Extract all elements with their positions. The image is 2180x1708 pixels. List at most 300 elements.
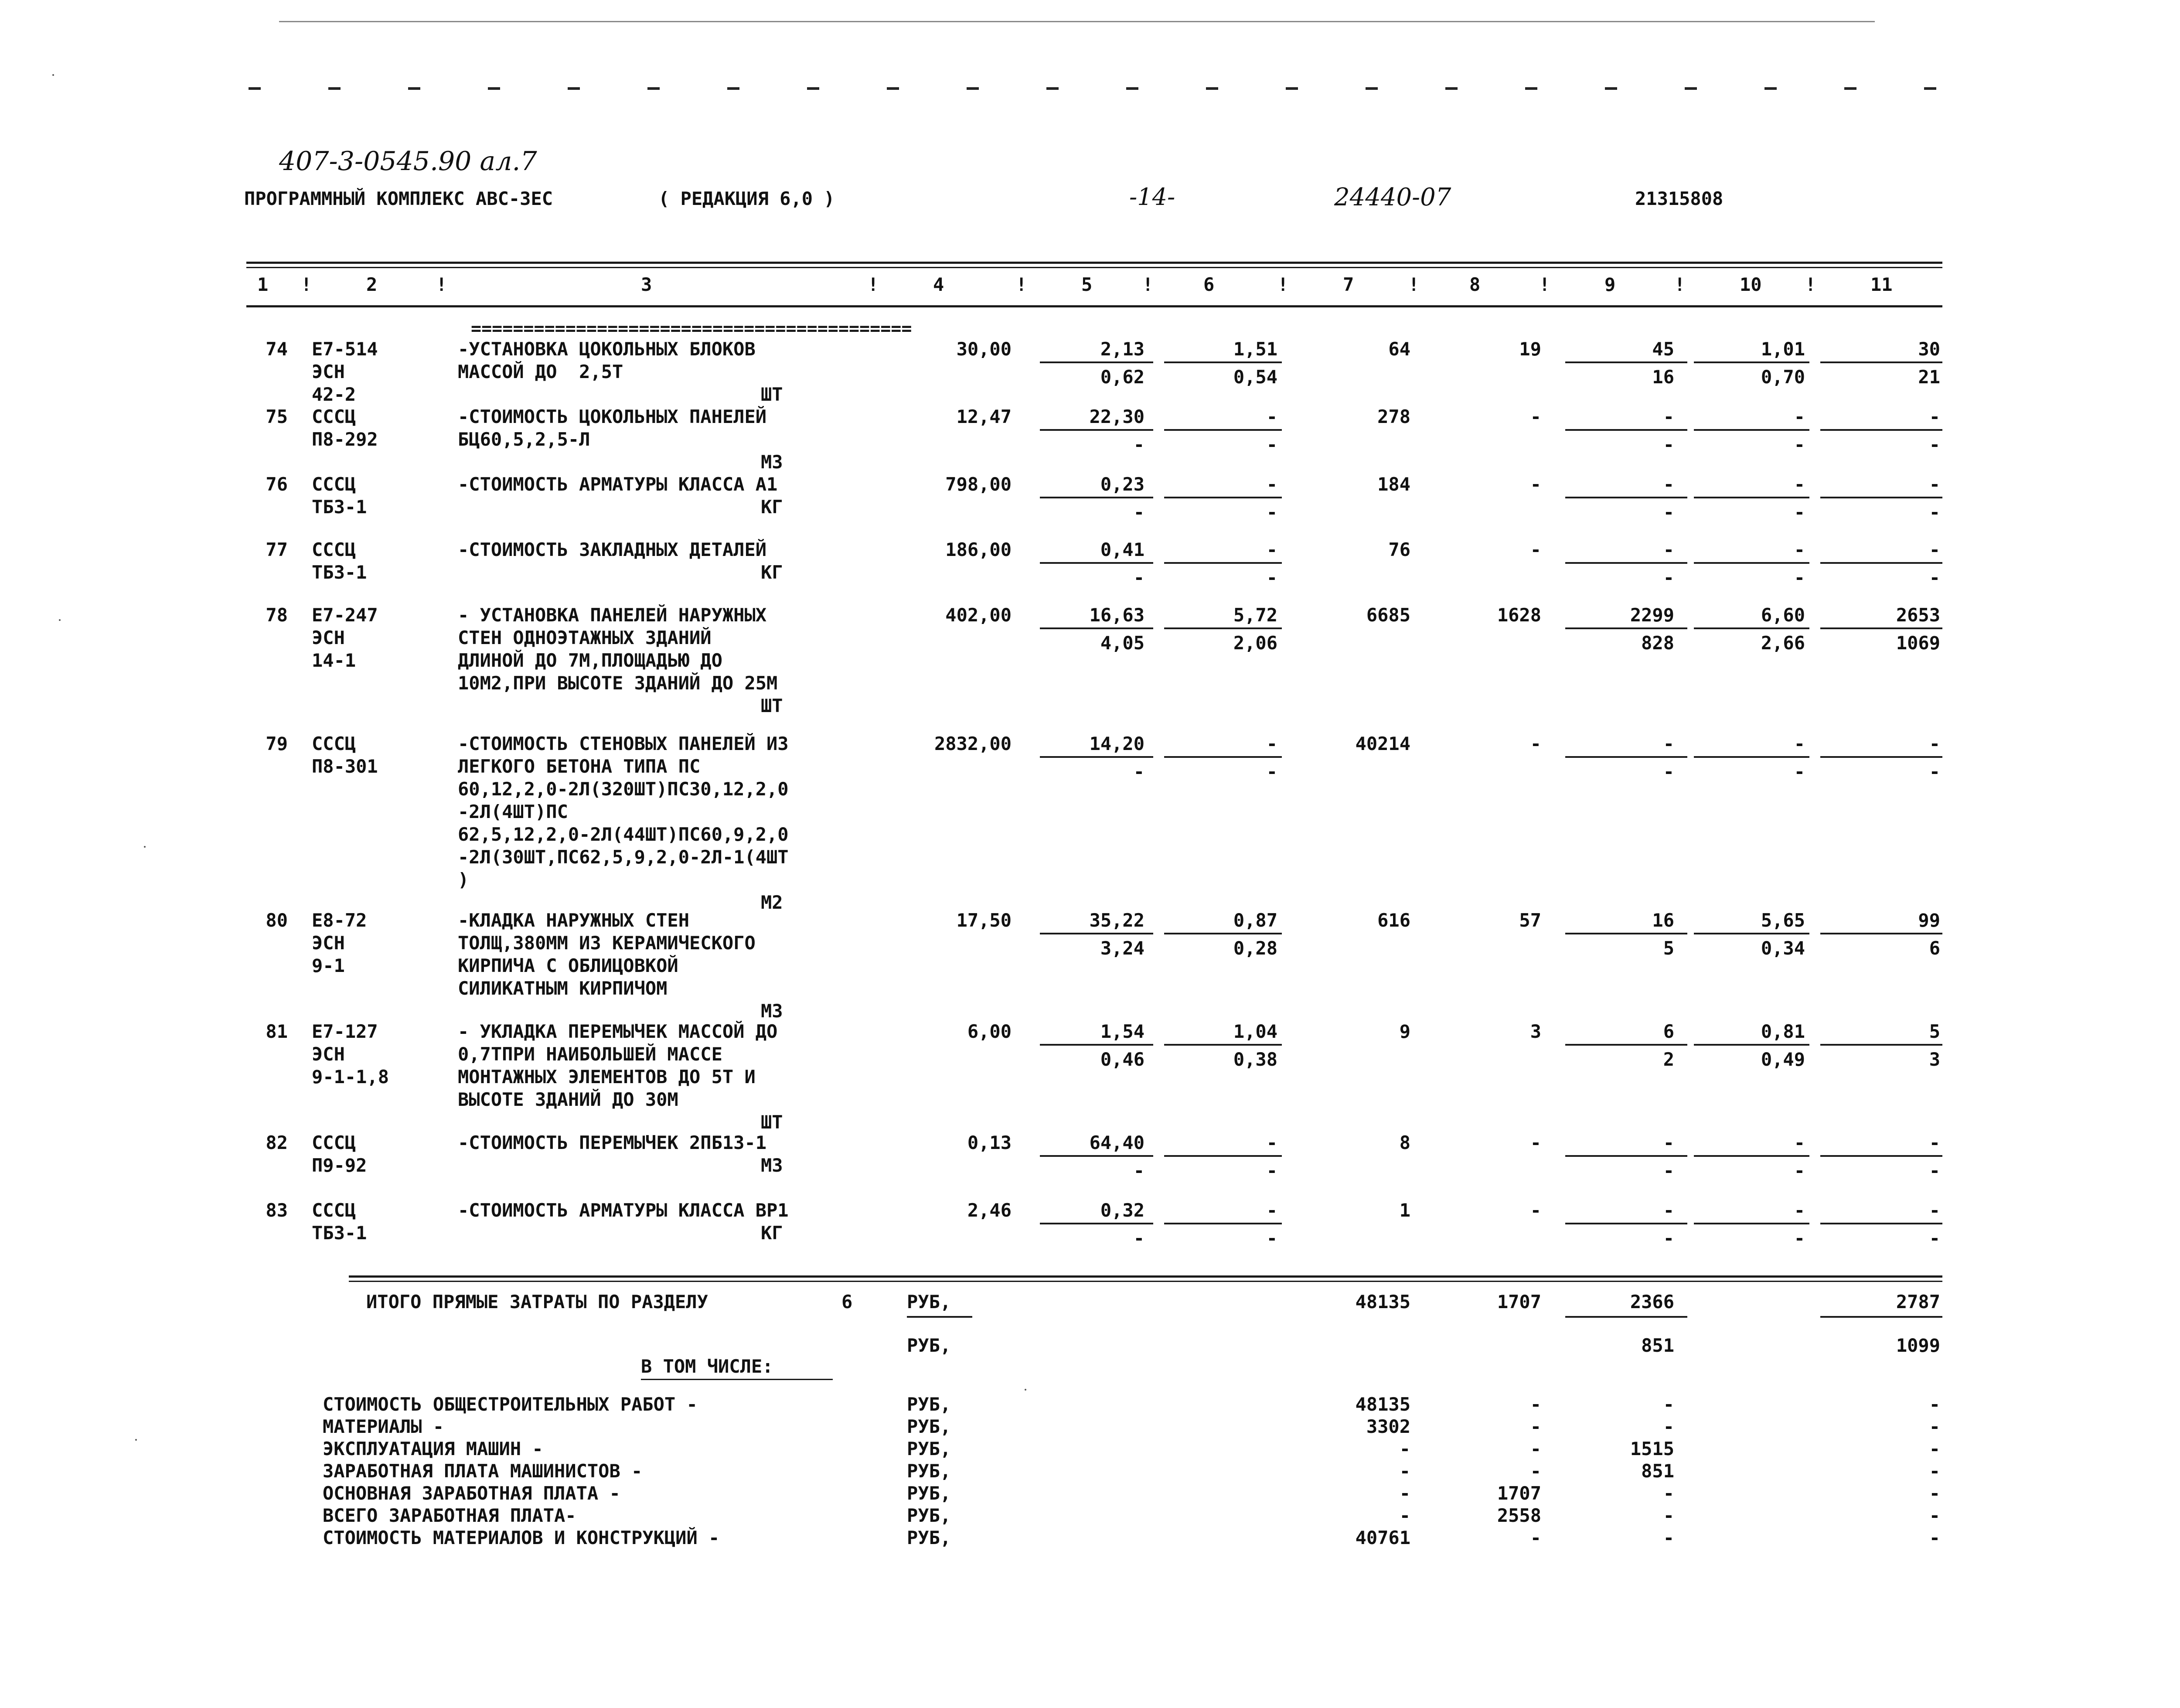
row-code: ЭСН bbox=[312, 932, 345, 954]
col6-value: 1,51 bbox=[1233, 338, 1277, 360]
col5-secondary: 0,46 bbox=[1100, 1049, 1144, 1070]
col11-value: - bbox=[1929, 406, 1940, 427]
col8-value: - bbox=[1530, 539, 1541, 560]
col9-secondary: - bbox=[1663, 761, 1674, 782]
summary-unit: РУБ, bbox=[907, 1483, 951, 1504]
col10-value: - bbox=[1794, 539, 1805, 560]
col5-value: 0,32 bbox=[1100, 1200, 1144, 1221]
row-description: -СТОИМОСТЬ АРМАТУРЫ КЛАССА ВР1 bbox=[458, 1200, 789, 1221]
row-code: ТБ3-1 bbox=[312, 496, 367, 518]
cell-divider-line bbox=[1565, 756, 1687, 758]
row-description: ) bbox=[458, 869, 469, 890]
scan-speck bbox=[52, 74, 54, 76]
summary-col11: - bbox=[1929, 1505, 1940, 1526]
perforation-mark bbox=[967, 87, 979, 90]
col6-value: - bbox=[1266, 1200, 1277, 1221]
col10-secondary: - bbox=[1794, 761, 1805, 782]
col11-value: 5 bbox=[1929, 1021, 1940, 1042]
including-label: В ТОМ ЧИСЛЕ: bbox=[641, 1356, 773, 1377]
col11-value: - bbox=[1929, 1132, 1940, 1153]
summary-label: ВСЕГО ЗАРАБОТНАЯ ПЛАТА- bbox=[323, 1505, 576, 1526]
cell-divider-line bbox=[1565, 497, 1687, 498]
col9-secondary: 16 bbox=[1652, 366, 1674, 388]
cell-divider-line bbox=[1820, 1044, 1942, 1046]
summary-unit: РУБ, bbox=[907, 1438, 951, 1459]
edition-label: ( РЕДАКЦИЯ 6,0 ) bbox=[658, 188, 835, 209]
row-description: 62,5,12,2,0-2Л(44ШТ)ПС60,9,2,0 bbox=[458, 824, 789, 845]
column-header-cell: ! bbox=[1142, 274, 1154, 295]
row-unit: ШТ bbox=[761, 1111, 783, 1133]
row-code: СССЦ bbox=[312, 406, 356, 427]
column-header-cell: 10 bbox=[1740, 274, 1762, 295]
summary-col11: - bbox=[1929, 1460, 1940, 1482]
column-header-cell: ! bbox=[1539, 274, 1550, 295]
row-number: 79 bbox=[266, 733, 288, 754]
col5-value: 1,54 bbox=[1100, 1021, 1144, 1042]
row-code: 14-1 bbox=[312, 650, 356, 671]
row-description: -СТОИМОСТЬ ПЕРЕМЫЧЕК 2ПБ13-1 bbox=[458, 1132, 767, 1153]
handwritten-number: 24440-07 bbox=[1334, 183, 1451, 211]
column-header-cell: ! bbox=[1805, 274, 1816, 295]
col8-value: 1628 bbox=[1497, 604, 1541, 626]
summary-unit: РУБ, bbox=[907, 1527, 951, 1548]
perforation-mark bbox=[1924, 87, 1936, 90]
row-description: ВЫСОТЕ ЗДАНИЙ ДО 30М bbox=[458, 1089, 678, 1110]
row-description: МАССОЙ ДО 2,5Т bbox=[458, 361, 623, 382]
col10-secondary: 0,70 bbox=[1761, 366, 1805, 388]
col7-value: 616 bbox=[1377, 910, 1410, 931]
column-header-cell: 4 bbox=[933, 274, 944, 295]
column-header-cell: ! bbox=[436, 274, 447, 295]
cell-divider-line bbox=[1565, 1316, 1687, 1318]
col9-secondary: - bbox=[1663, 501, 1674, 523]
col4-value: 12,47 bbox=[956, 406, 1012, 427]
cell-divider-line bbox=[1565, 1044, 1687, 1046]
row-code: 42-2 bbox=[312, 384, 356, 405]
col8-value: 57 bbox=[1519, 910, 1541, 931]
col11-secondary: 1069 bbox=[1896, 632, 1940, 654]
col11-secondary: - bbox=[1929, 761, 1940, 782]
cell-divider-line bbox=[1820, 429, 1942, 431]
perforation-mark bbox=[1844, 87, 1856, 90]
separator-line: ========================================== bbox=[471, 319, 912, 339]
perforation-mark bbox=[328, 87, 341, 90]
summary-label: ОСНОВНАЯ ЗАРАБОТНАЯ ПЛАТА - bbox=[323, 1483, 620, 1504]
col11-secondary: - bbox=[1929, 1227, 1940, 1249]
perforation-mark bbox=[1525, 87, 1537, 90]
col9-value: 16 bbox=[1652, 910, 1674, 931]
perforation-mark bbox=[488, 87, 500, 90]
column-header-cell: 5 bbox=[1081, 274, 1093, 295]
col9-secondary: 828 bbox=[1641, 632, 1674, 654]
column-header-cell: ! bbox=[301, 274, 312, 295]
col11-value: - bbox=[1929, 474, 1940, 495]
row-code: ЭСН bbox=[312, 627, 345, 648]
header-rule-bottom bbox=[246, 305, 1942, 307]
summary-unit: РУБ, bbox=[907, 1394, 951, 1415]
col8-value: 3 bbox=[1530, 1021, 1541, 1042]
perforation-mark bbox=[1046, 87, 1059, 90]
summary-unit: РУБ, bbox=[907, 1505, 951, 1526]
col9-secondary: - bbox=[1663, 434, 1674, 455]
row-number: 74 bbox=[266, 338, 288, 360]
cell-divider-line bbox=[1694, 756, 1809, 758]
summary-label: ЭКСПЛУАТАЦИЯ МАШИН - bbox=[323, 1438, 543, 1459]
col9-value: - bbox=[1663, 1132, 1674, 1153]
summary-col11: - bbox=[1929, 1527, 1940, 1548]
summary-unit: РУБ, bbox=[907, 1460, 951, 1482]
col7-value: 184 bbox=[1377, 474, 1410, 495]
row-description: -СТОИМОСТЬ СТЕНОВЫХ ПАНЕЛЕЙ ИЗ bbox=[458, 733, 789, 754]
doc-number: 21315808 bbox=[1635, 188, 1724, 209]
row-number: 81 bbox=[266, 1021, 288, 1042]
cell-divider-line bbox=[1820, 361, 1942, 363]
perforation-mark bbox=[1366, 87, 1378, 90]
scan-speck bbox=[1025, 1389, 1026, 1391]
col9-value: 45 bbox=[1652, 338, 1674, 360]
col7-value: 40214 bbox=[1355, 733, 1410, 754]
col6-secondary: 0,54 bbox=[1233, 366, 1277, 388]
row-code: П8-292 bbox=[312, 429, 378, 450]
col5-secondary: 3,24 bbox=[1100, 938, 1144, 959]
row-description: -КЛАДКА НАРУЖНЫХ СТЕН bbox=[458, 910, 690, 931]
cell-divider-line bbox=[907, 1316, 972, 1318]
col6-secondary: - bbox=[1266, 434, 1277, 455]
cell-divider-line bbox=[1820, 933, 1942, 934]
cell-divider-line bbox=[1694, 1044, 1809, 1046]
col11-secondary: - bbox=[1929, 1160, 1940, 1181]
row-description: -СТОИМОСТЬ ЦОКОЛЬНЫХ ПАНЕЛЕЙ bbox=[458, 406, 767, 427]
row-code: СССЦ bbox=[312, 539, 356, 560]
row-unit: М3 bbox=[761, 1000, 783, 1022]
row-description: 60,12,2,0-2Л(320ШТ)ПС30,12,2,0 bbox=[458, 778, 789, 800]
totals-col8: 1707 bbox=[1497, 1291, 1541, 1313]
col6-value: 1,04 bbox=[1233, 1021, 1277, 1042]
cell-divider-line bbox=[1820, 1155, 1942, 1157]
col4-value: 2,46 bbox=[967, 1200, 1012, 1221]
col10-secondary: - bbox=[1794, 567, 1805, 588]
row-unit: КГ bbox=[761, 1222, 783, 1244]
col6-secondary: - bbox=[1266, 761, 1277, 782]
row-description: -2Л(4ШТ)ПС bbox=[458, 801, 568, 822]
col5-secondary: - bbox=[1133, 761, 1144, 782]
col5-secondary: 4,05 bbox=[1100, 632, 1144, 654]
summary-col7: - bbox=[1399, 1483, 1410, 1504]
column-header-cell: ! bbox=[868, 274, 879, 295]
col10-secondary: 0,49 bbox=[1761, 1049, 1805, 1070]
totals-rule bbox=[349, 1275, 1942, 1278]
cell-divider-line bbox=[1820, 1316, 1942, 1318]
col8-value: - bbox=[1530, 733, 1541, 754]
col7-value: 1 bbox=[1399, 1200, 1410, 1221]
row-code: Е8-72 bbox=[312, 910, 367, 931]
row-code: СССЦ bbox=[312, 1200, 356, 1221]
perforation-mark bbox=[249, 87, 261, 90]
cell-divider-line bbox=[1820, 497, 1942, 498]
col11-value: 30 bbox=[1918, 338, 1940, 360]
col6-secondary: 0,38 bbox=[1233, 1049, 1277, 1070]
totals-section: 6 bbox=[841, 1291, 853, 1313]
perforation-mark bbox=[807, 87, 819, 90]
col4-value: 17,50 bbox=[956, 910, 1012, 931]
scan-speck bbox=[144, 846, 146, 848]
col9-secondary: 2 bbox=[1663, 1049, 1674, 1070]
row-description: БЦ60,5,2,5-Л bbox=[458, 429, 590, 450]
cell-divider-line bbox=[1164, 933, 1282, 934]
cell-divider-line bbox=[1164, 361, 1282, 363]
col6-value: - bbox=[1266, 406, 1277, 427]
col5-secondary: - bbox=[1133, 434, 1144, 455]
row-unit: КГ bbox=[761, 496, 783, 518]
cell-divider-line bbox=[1565, 562, 1687, 564]
column-header-cell: 8 bbox=[1469, 274, 1481, 295]
col7-value: 6685 bbox=[1366, 604, 1410, 626]
summary-col11: - bbox=[1929, 1438, 1940, 1459]
col5-value: 16,63 bbox=[1089, 604, 1144, 626]
col4-value: 186,00 bbox=[945, 539, 1012, 560]
row-code: СССЦ bbox=[312, 733, 356, 754]
cell-divider-line bbox=[1164, 1044, 1282, 1046]
cell-divider-line bbox=[1040, 1223, 1153, 1224]
col11-secondary: - bbox=[1929, 567, 1940, 588]
perforation-mark bbox=[1126, 87, 1138, 90]
col6-secondary: 2,06 bbox=[1233, 632, 1277, 654]
col9-secondary: - bbox=[1663, 1227, 1674, 1249]
col10-secondary: - bbox=[1794, 1160, 1805, 1181]
row-description: -СТОИМОСТЬ ЗАКЛАДНЫХ ДЕТАЛЕЙ bbox=[458, 539, 767, 560]
cell-divider-line bbox=[1164, 627, 1282, 629]
column-header-cell: ! bbox=[1674, 274, 1686, 295]
column-header-cell: 1 bbox=[257, 274, 269, 295]
cell-divider-line bbox=[1820, 627, 1942, 629]
row-unit: ШТ bbox=[761, 695, 783, 716]
row-code: Е7-247 bbox=[312, 604, 378, 626]
col9-value: 6 bbox=[1663, 1021, 1674, 1042]
cell-divider-line bbox=[1565, 1223, 1687, 1224]
col4-value: 798,00 bbox=[945, 474, 1012, 495]
row-unit: М3 bbox=[761, 1155, 783, 1176]
summary-col8: - bbox=[1530, 1416, 1541, 1437]
row-code: ЭСН bbox=[312, 361, 345, 382]
column-header-cell: 2 bbox=[366, 274, 378, 295]
row-description: -СТОИМОСТЬ АРМАТУРЫ КЛАССА А1 bbox=[458, 474, 778, 495]
col4-value: 0,13 bbox=[967, 1132, 1012, 1153]
col5-value: 2,13 bbox=[1100, 338, 1144, 360]
col5-secondary: - bbox=[1133, 1160, 1144, 1181]
summary-col8: - bbox=[1530, 1460, 1541, 1482]
col6-secondary: 0,28 bbox=[1233, 938, 1277, 959]
totals-rule-2 bbox=[349, 1281, 1942, 1282]
col7-value: 76 bbox=[1388, 539, 1410, 560]
col4-value: 6,00 bbox=[967, 1021, 1012, 1042]
col11-value: - bbox=[1929, 733, 1940, 754]
cell-divider-line bbox=[1694, 497, 1809, 498]
cell-divider-line bbox=[1820, 562, 1942, 564]
row-description: МОНТАЖНЫХ ЭЛЕМЕНТОВ ДО 5Т И bbox=[458, 1066, 756, 1088]
row-description: - УКЛАДКА ПЕРЕМЫЧЕК МАССОЙ ДО bbox=[458, 1021, 778, 1042]
col7-value: 278 bbox=[1377, 406, 1410, 427]
col10-value: - bbox=[1794, 474, 1805, 495]
row-number: 78 bbox=[266, 604, 288, 626]
col9-value: - bbox=[1663, 1200, 1674, 1221]
row-number: 80 bbox=[266, 910, 288, 931]
summary-col11: - bbox=[1929, 1394, 1940, 1415]
row-unit: КГ bbox=[761, 562, 783, 583]
summary-label: ЗАРАБОТНАЯ ПЛАТА МАШИНИСТОВ - bbox=[323, 1460, 643, 1482]
col11-secondary: 21 bbox=[1918, 366, 1940, 388]
col10-secondary: - bbox=[1794, 1227, 1805, 1249]
row-unit: М2 bbox=[761, 892, 783, 913]
summary-label: МАТЕРИАЛЫ - bbox=[323, 1416, 444, 1437]
col10-value: 1,01 bbox=[1761, 338, 1805, 360]
row-code: ТБ3-1 bbox=[312, 1222, 367, 1244]
cell-divider-line bbox=[1164, 756, 1282, 758]
perforation-mark bbox=[1685, 87, 1697, 90]
row-code: П9-92 bbox=[312, 1155, 367, 1176]
column-header-cell: ! bbox=[1277, 274, 1289, 295]
row-code: СССЦ bbox=[312, 474, 356, 495]
col9-secondary: - bbox=[1663, 1160, 1674, 1181]
cell-divider-line bbox=[1694, 361, 1809, 363]
col10-value: - bbox=[1794, 1132, 1805, 1153]
perforation-mark bbox=[887, 87, 899, 90]
summary-label: СТОИМОСТЬ МАТЕРИАЛОВ И КОНСТРУКЦИЙ - bbox=[323, 1527, 720, 1548]
column-header-cell: 9 bbox=[1604, 274, 1616, 295]
perforation-mark bbox=[647, 87, 660, 90]
summary-col7: 3302 bbox=[1366, 1416, 1410, 1437]
col8-value: 19 bbox=[1519, 338, 1541, 360]
summary-col9: - bbox=[1663, 1394, 1674, 1415]
summary-col8: - bbox=[1530, 1527, 1541, 1548]
col11-value: 99 bbox=[1918, 910, 1940, 931]
row-code: ТБ3-1 bbox=[312, 562, 367, 583]
cell-divider-line bbox=[1040, 562, 1153, 564]
cell-divider-line bbox=[1164, 1155, 1282, 1157]
row-number: 77 bbox=[266, 539, 288, 560]
col6-value: 5,72 bbox=[1233, 604, 1277, 626]
row-code: 9-1 bbox=[312, 955, 345, 976]
col9-value: 2299 bbox=[1630, 604, 1674, 626]
column-header-cell: 11 bbox=[1870, 274, 1893, 295]
col10-secondary: 2,66 bbox=[1761, 632, 1805, 654]
col9-value: - bbox=[1663, 474, 1674, 495]
row-unit: М3 bbox=[761, 451, 783, 473]
totals-label: ИТОГО ПРЯМЫЕ ЗАТРАТЫ ПО РАЗДЕЛУ bbox=[366, 1291, 708, 1313]
cell-divider-line bbox=[1694, 627, 1809, 629]
col5-value: 22,30 bbox=[1089, 406, 1144, 427]
cell-divider-line bbox=[1164, 1223, 1282, 1224]
column-header-cell: ! bbox=[1016, 274, 1027, 295]
col6-secondary: - bbox=[1266, 1160, 1277, 1181]
cell-divider-line bbox=[1820, 756, 1942, 758]
column-header-cell: 3 bbox=[641, 274, 652, 295]
col6-secondary: - bbox=[1266, 501, 1277, 523]
col5-secondary: 0,62 bbox=[1100, 366, 1144, 388]
program-title: ПРОГРАММНЫЙ КОМПЛЕКС АВС-3ЕС bbox=[244, 188, 553, 209]
col5-secondary: - bbox=[1133, 501, 1144, 523]
col10-value: - bbox=[1794, 406, 1805, 427]
column-header-cell: 7 bbox=[1343, 274, 1354, 295]
col8-value: - bbox=[1530, 1200, 1541, 1221]
col10-value: - bbox=[1794, 733, 1805, 754]
page-number: -14- bbox=[1129, 183, 1175, 211]
row-description: СИЛИКАТНЫМ КИРПИЧОМ bbox=[458, 978, 668, 999]
totals-unit: РУБ, bbox=[907, 1291, 951, 1313]
col10-value: 5,65 bbox=[1761, 910, 1805, 931]
col6-value: - bbox=[1266, 1132, 1277, 1153]
cell-divider-line bbox=[1565, 361, 1687, 363]
totals-col9-secondary: 851 bbox=[1641, 1335, 1674, 1356]
cell-divider-line bbox=[1040, 1044, 1153, 1046]
col8-value: - bbox=[1530, 406, 1541, 427]
summary-col8: - bbox=[1530, 1394, 1541, 1415]
col6-secondary: - bbox=[1266, 1227, 1277, 1249]
row-code: П8-301 bbox=[312, 756, 378, 777]
scan-speck bbox=[135, 1439, 137, 1441]
summary-col7: - bbox=[1399, 1460, 1410, 1482]
col5-value: 14,20 bbox=[1089, 733, 1144, 754]
col6-value: - bbox=[1266, 474, 1277, 495]
col6-value: - bbox=[1266, 539, 1277, 560]
col11-secondary: - bbox=[1929, 501, 1940, 523]
row-code: ЭСН bbox=[312, 1043, 345, 1065]
summary-col9: 851 bbox=[1641, 1460, 1674, 1482]
row-description: 10М2,ПРИ ВЫСОТЕ ЗДАНИЙ ДО 25М bbox=[458, 672, 778, 694]
header-rule-top-2 bbox=[246, 267, 1942, 268]
col10-value: 6,60 bbox=[1761, 604, 1805, 626]
perforation-mark bbox=[1605, 87, 1617, 90]
cell-divider-line bbox=[1694, 562, 1809, 564]
col4-value: 402,00 bbox=[945, 604, 1012, 626]
col10-secondary: - bbox=[1794, 501, 1805, 523]
col10-value: 0,81 bbox=[1761, 1021, 1805, 1042]
summary-col8: - bbox=[1530, 1438, 1541, 1459]
header-rule-top bbox=[246, 262, 1942, 264]
summary-col7: 40761 bbox=[1355, 1527, 1410, 1548]
col11-value: - bbox=[1929, 539, 1940, 560]
col11-value: 2653 bbox=[1896, 604, 1940, 626]
row-description: -УСТАНОВКА ЦОКОЛЬНЫХ БЛОКОВ bbox=[458, 338, 756, 360]
totals-col11: 2787 bbox=[1896, 1291, 1940, 1313]
summary-col8: 1707 bbox=[1497, 1483, 1541, 1504]
summary-col11: - bbox=[1929, 1416, 1940, 1437]
row-number: 83 bbox=[266, 1200, 288, 1221]
row-number: 75 bbox=[266, 406, 288, 427]
perforation-mark bbox=[727, 87, 739, 90]
col10-secondary: - bbox=[1794, 434, 1805, 455]
cell-divider-line bbox=[1040, 1155, 1153, 1157]
row-description: ДЛИНОЙ ДО 7М,ПЛОЩАДЬЮ ДО bbox=[458, 650, 722, 671]
row-unit: ШТ bbox=[761, 384, 783, 405]
cell-divider-line bbox=[1820, 1223, 1942, 1224]
summary-unit: РУБ, bbox=[907, 1416, 951, 1437]
row-code: Е7-127 bbox=[312, 1021, 378, 1042]
row-description: ТОЛЩ,380ММ ИЗ КЕРАМИЧЕСКОГО bbox=[458, 932, 756, 954]
perforation-mark bbox=[568, 87, 580, 90]
summary-col9: - bbox=[1663, 1483, 1674, 1504]
totals-col11-secondary: 1099 bbox=[1896, 1335, 1940, 1356]
col9-secondary: - bbox=[1663, 567, 1674, 588]
cell-divider-line bbox=[1040, 627, 1153, 629]
col4-value: 2832,00 bbox=[934, 733, 1012, 754]
col6-value: 0,87 bbox=[1233, 910, 1277, 931]
col6-value: - bbox=[1266, 733, 1277, 754]
cell-divider-line bbox=[1694, 1155, 1809, 1157]
col10-secondary: 0,34 bbox=[1761, 938, 1805, 959]
scan-speck bbox=[59, 619, 61, 621]
perforation-mark bbox=[1764, 87, 1777, 90]
cell-divider-line bbox=[1565, 1155, 1687, 1157]
